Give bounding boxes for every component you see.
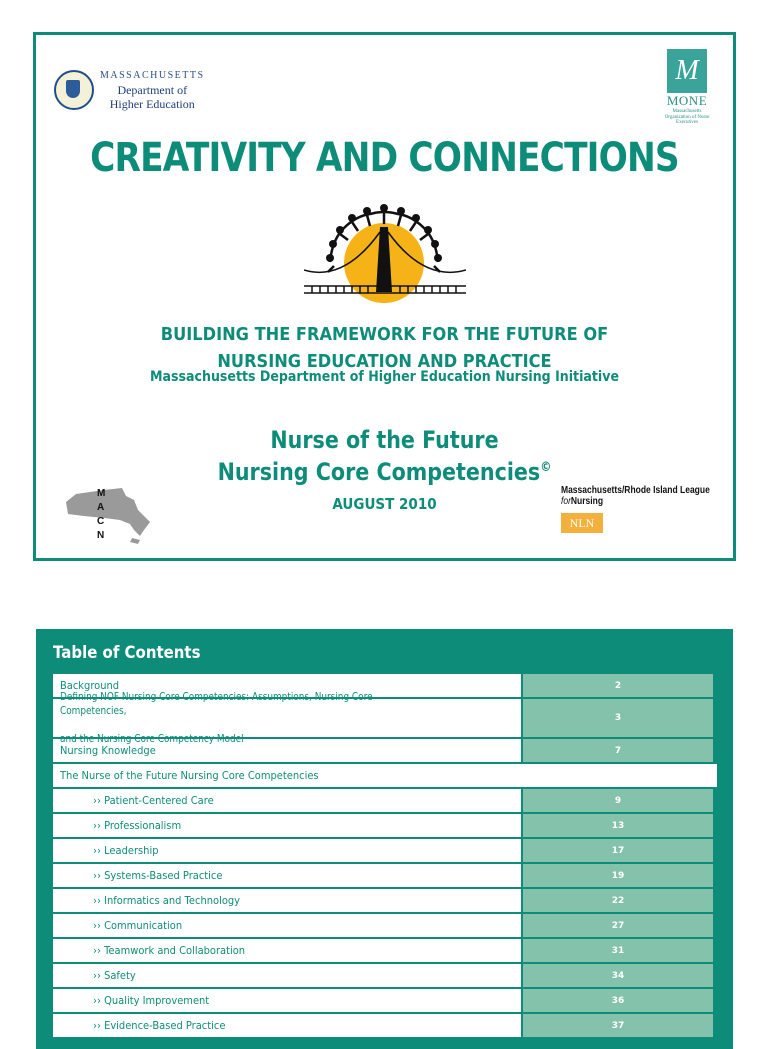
page-title: CREATIVITY AND CONNECTIONS [90, 135, 679, 181]
toc-row-title: ›› Communication [93, 918, 183, 932]
massachusetts-seal-icon [54, 70, 94, 110]
toc-row-evidence-based-practice[interactable] [53, 1014, 717, 1037]
toc-row-page: 7 [523, 739, 713, 762]
toc-row-page: 27 [523, 914, 713, 937]
toc-row-title: ›› Patient-Centered Care [93, 793, 214, 807]
mone-emblem-icon: M [667, 49, 707, 93]
toc-row-core-competencies-heading[interactable] [53, 764, 717, 787]
toc-row-safety[interactable] [53, 964, 717, 987]
toc-row-page: 2 [523, 674, 713, 697]
toc-row-teamwork-and-collaboration[interactable] [53, 939, 717, 962]
league-nursing: Nursing [570, 496, 604, 507]
macn-letter-a: A [97, 502, 105, 513]
subtitle-line2: NURSING EDUCATION AND PRACTICE [217, 351, 552, 372]
sun-bridge-emblem-icon [304, 200, 466, 310]
mone-name: MONE [666, 93, 708, 108]
subtitle-block [71, 321, 698, 375]
toc-row-title: Background [60, 678, 120, 692]
subtitle-line3: Massachusetts Department of Higher Education Nursing Initiative [149, 369, 620, 385]
nln-logo [561, 485, 721, 533]
toc-row-leadership[interactable] [53, 839, 717, 862]
toc-title: Table of Contents [53, 643, 201, 663]
toc-row-title: ›› Informatics and Technology [93, 893, 241, 907]
toc-row-quality-improvement[interactable] [53, 989, 717, 1012]
nln-badge: NLN [561, 513, 603, 533]
toc-row-professionalism[interactable] [53, 814, 717, 837]
toc-row-informatics-and-technology[interactable] [53, 889, 717, 912]
toc-row-page: 19 [523, 864, 713, 887]
league-line1: Massachusetts/Rhode Island League [561, 485, 710, 496]
macn-logo-icon [64, 480, 154, 548]
ma-higher-ed-logo [54, 69, 205, 111]
cover-page [33, 32, 736, 561]
toc-row-title: ›› Professionalism [93, 818, 182, 832]
nof-line1: Nurse of the Future [270, 426, 499, 454]
toc-row-title: ›› Teamwork and Collaboration [93, 943, 246, 957]
toc-row-title: ›› Safety [93, 968, 136, 982]
toc-row-page: 34 [523, 964, 713, 987]
toc-row-page: 13 [523, 814, 713, 837]
toc-row-title: ›› Systems-Based Practice [93, 868, 223, 882]
toc-row-title: Defining NOF Nursing Core Competencies: Assumptions, Nursing Core Competencies, [60, 690, 373, 717]
toc-row-title: ›› Leadership [93, 843, 159, 857]
table-of-contents [36, 629, 733, 1049]
league-for: for [561, 496, 571, 507]
toc-row-patient-centered-care[interactable] [53, 789, 717, 812]
toc-row-page: 37 [523, 1014, 713, 1037]
toc-row-title-cont: and the Nursing Core Competency Model [60, 732, 244, 745]
toc-row-title: Nursing Knowledge [60, 743, 156, 757]
toc-row-title: ›› Quality Improvement [93, 993, 210, 1007]
toc-row-page: 36 [523, 989, 713, 1012]
toc-row-communication[interactable] [53, 914, 717, 937]
publication-date: AUGUST 2010 [332, 495, 437, 513]
toc-row-page: 9 [523, 789, 713, 812]
mone-logo [663, 49, 711, 126]
toc-row-title: ›› Evidence-Based Practice [93, 1018, 226, 1032]
toc-list [53, 674, 717, 1039]
nof-line2: Nursing Core Competencies [217, 458, 541, 486]
ma-logo-line2: Department of [117, 83, 188, 97]
toc-row-page: 22 [523, 889, 713, 912]
toc-row-title: The Nurse of the Future Nursing Core Competencies [60, 768, 319, 782]
ma-logo-line1: MASSACHUSETTS [100, 70, 205, 81]
macn-letter-c: C [97, 516, 105, 527]
subtitle-line1: BUILDING THE FRAMEWORK FOR THE FUTURE OF [160, 324, 609, 345]
macn-letter-m: M [97, 488, 106, 499]
copyright-symbol: © [540, 460, 552, 475]
toc-row-page: 3 [523, 699, 713, 737]
toc-row-defining-nof[interactable] [53, 690, 717, 745]
macn-letter-n: N [97, 530, 105, 541]
toc-row-page: 31 [523, 939, 713, 962]
toc-row-page: 17 [523, 839, 713, 862]
ma-logo-line3: Higher Education [109, 97, 195, 111]
nof-heading [85, 427, 684, 486]
mone-subtitle: Massachusetts Organization of Nurse Executives [664, 109, 710, 125]
toc-row-systems-based-practice[interactable] [53, 864, 717, 887]
